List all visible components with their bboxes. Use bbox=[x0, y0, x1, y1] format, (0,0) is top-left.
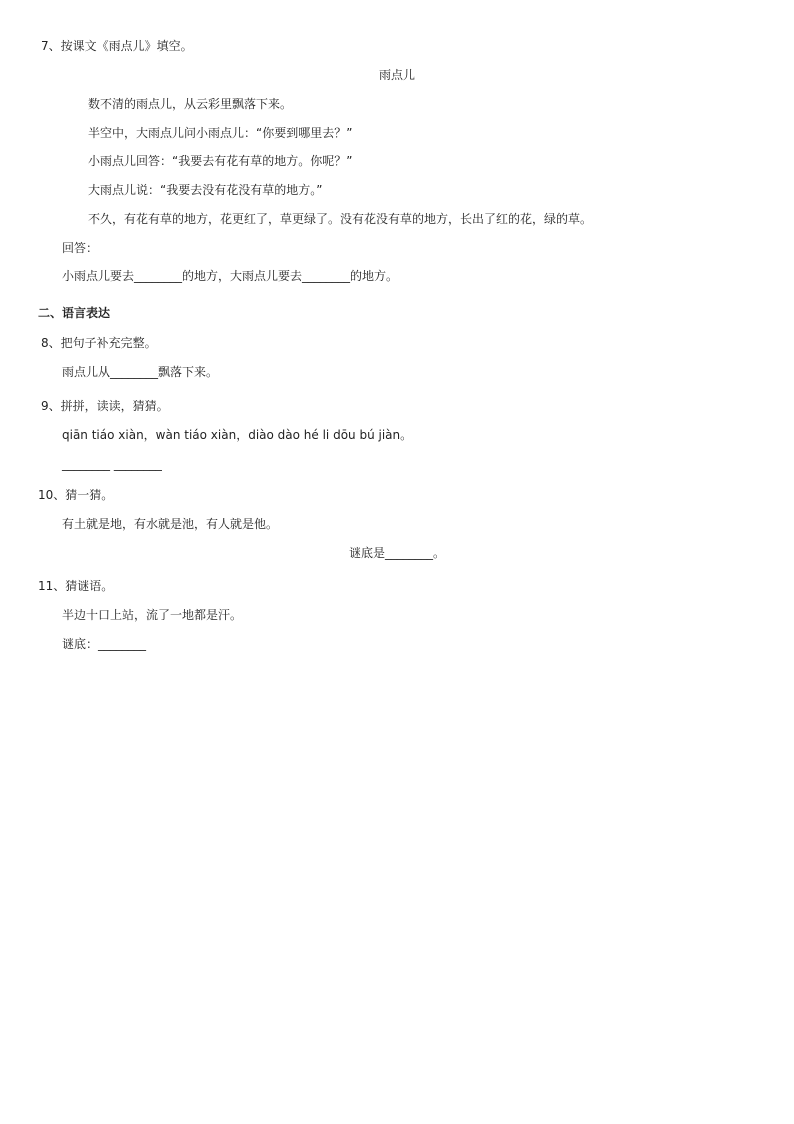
question-9-prompt: 9、拼拼，读读，猜猜。 bbox=[41, 399, 169, 413]
question-7-prompt: 7、按课文《雨点儿》填空。 bbox=[41, 39, 193, 53]
passage-paragraph-5: 不久，有花有草的地方，花更红了，草更绿了。没有花没有草的地方，长出了红的花，绿的草。 bbox=[88, 212, 593, 226]
question-9-blanks: ________ ________ bbox=[62, 457, 162, 471]
question-7-answer-line: 小雨点儿要去________的地方，大雨点儿要去________的地方。 bbox=[62, 269, 399, 283]
passage-paragraph-3: 小雨点儿回答：“我要去有花有草的地方。你呢？” bbox=[88, 154, 353, 168]
pinyin-line: qiān tiáo xiàn，wàn tiáo xiàn，diào dào hé li dōu bú jiàn。 bbox=[62, 428, 413, 442]
passage-paragraph-2: 半空中，大雨点儿问小雨点儿：“你要到哪里去？” bbox=[88, 126, 353, 140]
question-10-answer: 谜底是________。 bbox=[348, 546, 445, 560]
question-11-prompt: 11、猜谜语。 bbox=[38, 579, 114, 593]
question-8-fill-line: 雨点儿从________飘落下来。 bbox=[62, 365, 219, 379]
passage-paragraph-1: 数不清的雨点儿，从云彩里飘落下来。 bbox=[88, 97, 293, 111]
question-8-prompt: 8、把句子补充完整。 bbox=[41, 336, 157, 350]
question-10-prompt: 10、猜一猜。 bbox=[38, 488, 114, 502]
question-11-answer: 谜底：________ bbox=[62, 637, 147, 651]
answer-label: 回答： bbox=[62, 241, 99, 255]
passage-paragraph-4: 大雨点儿说：“我要去没有花没有草的地方。” bbox=[88, 183, 323, 197]
question-10-riddle: 有土就是地，有水就是池，有人就是他。 bbox=[62, 517, 279, 531]
passage-title: 雨点儿 bbox=[378, 68, 415, 82]
section-heading: 二、语言表达 bbox=[38, 306, 111, 320]
question-11-riddle: 半边十口上站，流了一地都是汗。 bbox=[62, 608, 243, 622]
